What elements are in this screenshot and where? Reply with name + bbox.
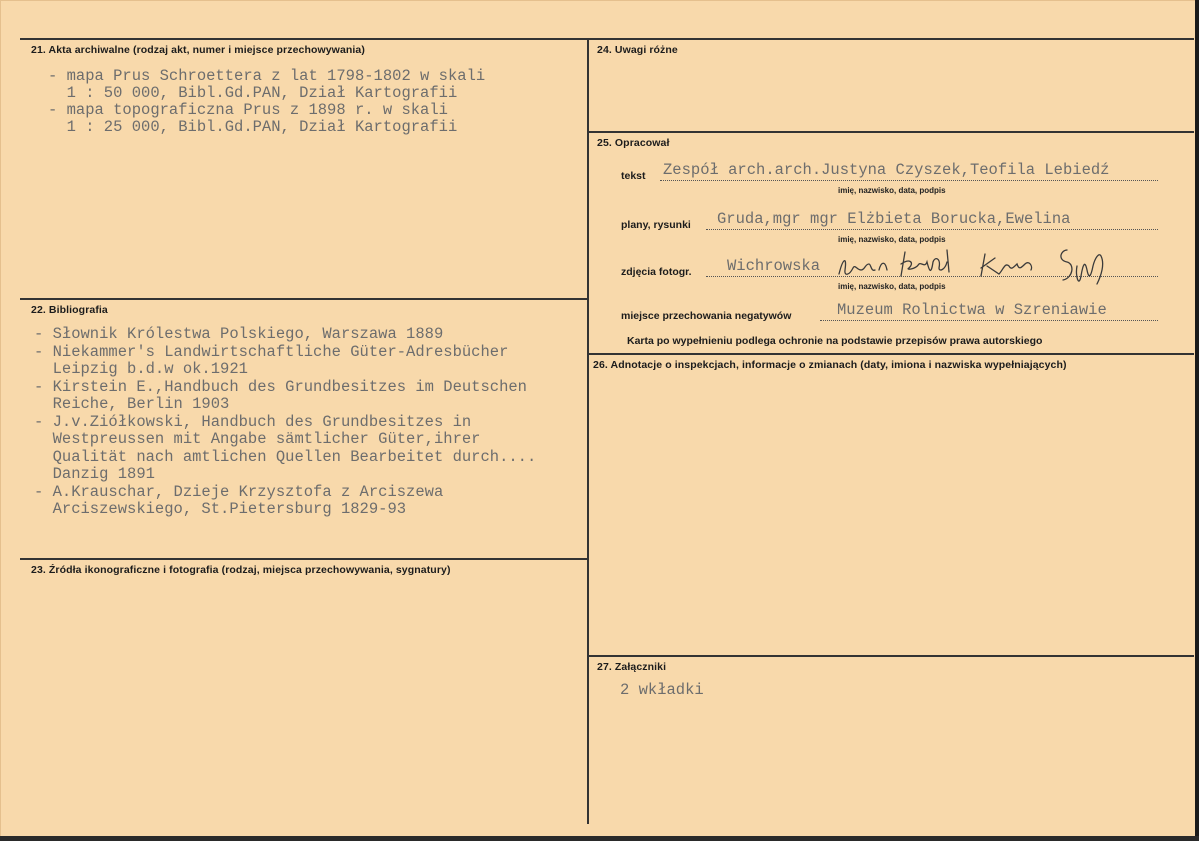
negatywy-dotted-line (820, 320, 1158, 321)
section-26-header: 26. Adnotacje o inspekcjach, informacje o zmianach (daty, imiona i nazwiska wypełniających) (593, 359, 1067, 371)
tekst-value: Zespół arch.arch.Justyna Czyszek,Teofila Lebiedź (663, 161, 1110, 179)
section-24-header: 24. Uwagi różne (597, 44, 678, 56)
zdjecia-label: zdjęcia fotogr. (621, 266, 692, 278)
section-22-line: - J.v.Ziółkowski, Handbuch des Grundbesitzes in (34, 412, 472, 431)
section-27-header: 27. Załączniki (597, 661, 667, 673)
divider-25-26 (588, 353, 1194, 355)
top-border-right (588, 38, 1194, 40)
top-border-left (20, 38, 588, 40)
tekst-label: tekst (621, 170, 646, 182)
section-22-line: Danzig 1891 (34, 465, 155, 483)
zdjecia-value: Wichrowska (727, 257, 821, 275)
plany-dotted-line (706, 229, 1158, 230)
zdjecia-caption: imię, nazwisko, data, podpis (838, 282, 946, 291)
center-divider (587, 38, 589, 824)
divider-22-23 (20, 558, 588, 560)
section-22-line: Westpreussen mit Angabe sämtlicher Güter,ihrer (34, 430, 481, 448)
plany-value: Gruda,mgr mgr Elżbieta Borucka,Ewelina (717, 210, 1071, 228)
divider-21-22 (20, 298, 588, 300)
tekst-caption: imię, nazwisko, data, podpis (838, 186, 946, 195)
section-21-line: - mapa Prus Schroettera z lat 1798-1802 w skali (48, 67, 486, 85)
plany-caption: imię, nazwisko, data, podpis (838, 235, 946, 244)
section-22-line: - Kirstein E.,Handbuch des Grundbesitzes im Deutschen (34, 377, 527, 396)
divider-26-27 (588, 655, 1194, 657)
section-22-line: - A.Krauschar, Dzieje Krzysztofa z Arciszewa (34, 482, 444, 501)
tekst-dotted-line (660, 180, 1158, 181)
section-21-line: 1 : 50 000, Bibl.Gd.PAN, Dział Kartografii (48, 84, 458, 102)
section-22-line: Qualität nach amtlichen Quellen Bearbeitet durch.... (34, 447, 537, 466)
card-edge-right (1195, 0, 1199, 841)
section-22-line: Arciszewskiego, St.Pietersburg 1829-93 (34, 500, 407, 518)
section-22-line: - Niekammer's Landwirtschaftliche Güter-Adresbücher (34, 342, 509, 361)
section-21-header: 21. Akta archiwalne (rodzaj akt, numer i miejsce przechowywania) (31, 44, 365, 56)
negatywy-label: miejsce przechowania negatywów (621, 310, 792, 322)
section-22-line: - Słownik Królestwa Polskiego, Warszawa 1889 (34, 325, 444, 343)
divider-24-25 (588, 131, 1194, 133)
plany-label: plany, rysunki (621, 219, 691, 231)
section-23-header: 23. Źródła ikonograficzne i fotografia (rodzaj, miejsca przechowywania, sygnatury) (31, 564, 451, 576)
section-21-line: - mapa topograficzna Prus z 1898 r. w skali (48, 101, 448, 119)
section-27-value: 2 wkładki (620, 681, 704, 699)
section-21-line: 1 : 25 000, Bibl.Gd.PAN, Dział Kartografii (48, 118, 458, 136)
section-22-line: Reiche, Berlin 1903 (34, 395, 230, 413)
negatywy-value: Muzeum Rolnictwa w Szreniawie (837, 301, 1107, 319)
section-25-header: 25. Opracował (597, 137, 670, 149)
handwritten-signatures (835, 240, 1135, 290)
section-22-line: Leipzig b.d.w ok.1921 (34, 360, 248, 378)
card-edge-bottom (0, 836, 1199, 841)
copyright-note: Karta po wypełnieniu podlega ochronie na podstawie przepisów prawa autorskiego (627, 335, 1043, 347)
section-22-header: 22. Bibliografia (31, 304, 108, 316)
